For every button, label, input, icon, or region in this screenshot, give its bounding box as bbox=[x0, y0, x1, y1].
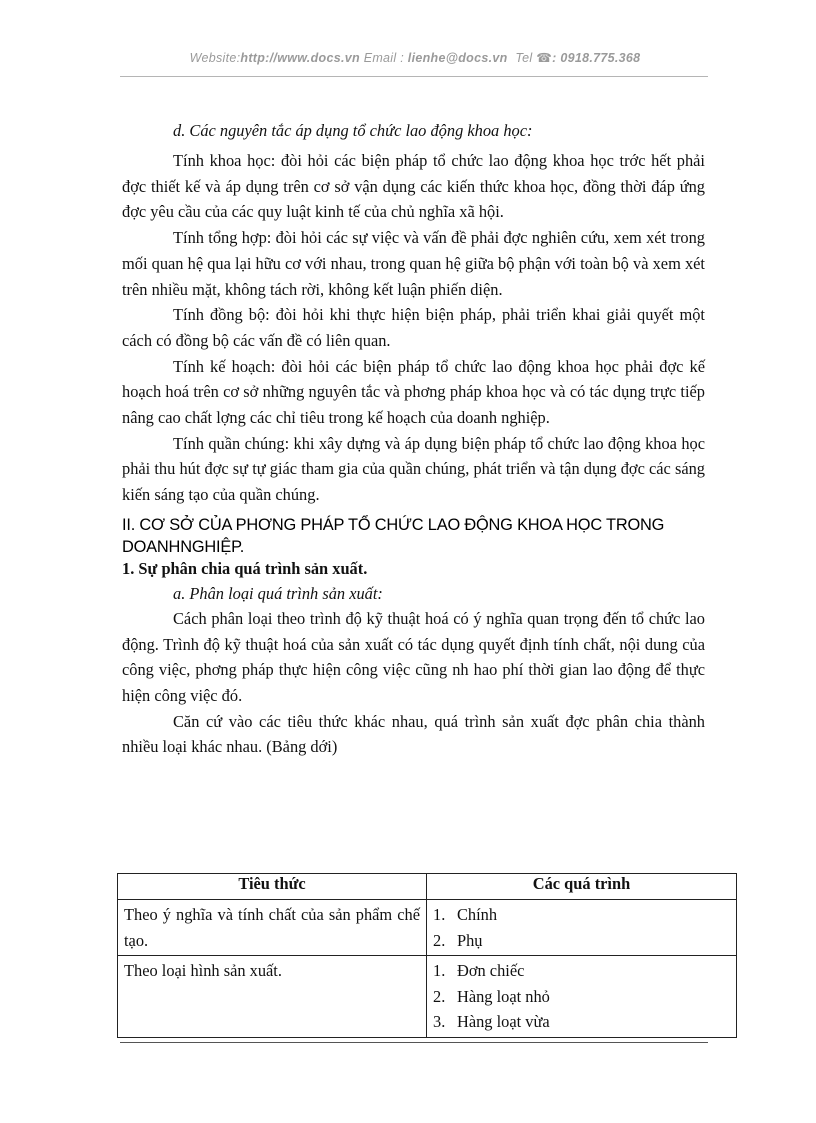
list-item: 1. Chính bbox=[433, 905, 498, 924]
list-item: 1. Đơn chiếc bbox=[433, 961, 525, 980]
list-item: 2. Hàng loạt nhỏ bbox=[433, 986, 550, 1006]
processes-cell bbox=[427, 900, 737, 956]
paragraph: Căn cứ vào các tiêu thức khác nhau, quá trình sản xuất đợc phân chia thành nhiều loại khác nhau. (Bảng dới) bbox=[122, 711, 705, 757]
column-header-criterion: Tiêu thức bbox=[118, 874, 427, 900]
section-d-heading: d. Các nguyên tắc áp dụng tổ chức lao động khoa học: bbox=[173, 121, 533, 140]
website-url[interactable]: http://www.docs.vn bbox=[240, 51, 360, 65]
header-divider bbox=[120, 76, 708, 77]
email-label: Email : bbox=[363, 51, 405, 65]
phone-number: : 0918.775.368 bbox=[552, 51, 641, 65]
website-label: Website: bbox=[189, 51, 241, 65]
document-body bbox=[122, 118, 705, 760]
criterion-cell: Theo ý nghĩa và tính chất của sản phẩm chế tạo. bbox=[118, 900, 427, 956]
column-header-processes: Các quá trình bbox=[427, 874, 737, 900]
phone-icon: ☎ bbox=[536, 51, 553, 65]
paragraph: Tính quần chúng: khi xây dựng và áp dụng biện pháp tổ chức lao động khoa học phải thu hút đợc sự tự giác tham gia của quần chúng, phát triển và tận dụng đợc các sáng kiến sáng tạo của quần chúng. bbox=[122, 433, 705, 505]
paragraph: Tính khoa học: đòi hỏi các biện pháp tổ chức lao động khoa học trớc hết phải đợc thiết kế và áp dụng trên cơ sở vận dụng các kiến thức khoa học, đồng thời đáp ứng đợc yêu cầu của các quy luật kinh tế của chủ nghĩa xã hội. bbox=[122, 151, 705, 222]
email-address[interactable]: lienhe@docs.vn bbox=[407, 51, 508, 65]
list-item: 2. Phụ bbox=[433, 930, 483, 950]
table-row bbox=[118, 900, 737, 956]
table-header-row bbox=[118, 874, 737, 900]
section-ii-heading: II. CƠ SỞ CỦA PHƠNG PHÁP TỔ CHỨC LAO ĐỘNG KHOA HỌC TRONG DOANHNGHIỆP. bbox=[122, 515, 665, 556]
paragraph: Tính tổng hợp: đòi hỏi các sự việc và vấn đề phải đợc nghiên cứu, xem xét trong mối quan hệ qua lại hữu cơ với nhau, trong quan hệ giữa bộ phận với toàn bộ và xem xét trên nhiều mặt, không tách rời, không kết luận phiến diện. bbox=[122, 228, 705, 299]
page-header bbox=[120, 50, 710, 65]
footer-divider bbox=[120, 1042, 708, 1043]
table-row bbox=[118, 956, 737, 1038]
paragraph: Tính kế hoạch: đòi hỏi các biện pháp tổ chức lao động khoa học phải đợc kế hoạch hoá trên cơ sở những nguyên tắc và phơng pháp khoa học và có tác dụng trực tiếp nâng cao chất lợng các chỉ tiêu trong kế hoạch của doanh nghiệp. bbox=[122, 356, 705, 428]
paragraph: Cách phân loại theo trình độ kỹ thuật hoá có ý nghĩa quan trọng đến tổ chức lao động. Trình độ kỹ thuật hoá của sản xuất có tác dụng quyết định tính chất, nội dung của công việc, phơng pháp thực hiện công việc cũng nh hao phí thời gian lao động để thực hiện công việc đó. bbox=[122, 608, 705, 705]
subsection-1a-heading: a. Phân loại quá trình sản xuất: bbox=[173, 583, 383, 603]
tel-label: Tel bbox=[515, 51, 533, 65]
criterion-cell: Theo loại hình sản xuất. bbox=[118, 956, 427, 1038]
process-classification-table bbox=[117, 873, 737, 1038]
list-item: 3. Hàng loạt vừa bbox=[433, 1012, 550, 1031]
processes-cell bbox=[427, 956, 737, 1038]
paragraph: Tính đồng bộ: đòi hỏi khi thực hiện biện pháp, phải triển khai giải quyết một cách có đồng bộ các vấn đề có liên quan. bbox=[122, 305, 705, 350]
subsection-1-heading: 1. Sự phân chia quá trình sản xuất. bbox=[122, 558, 368, 578]
